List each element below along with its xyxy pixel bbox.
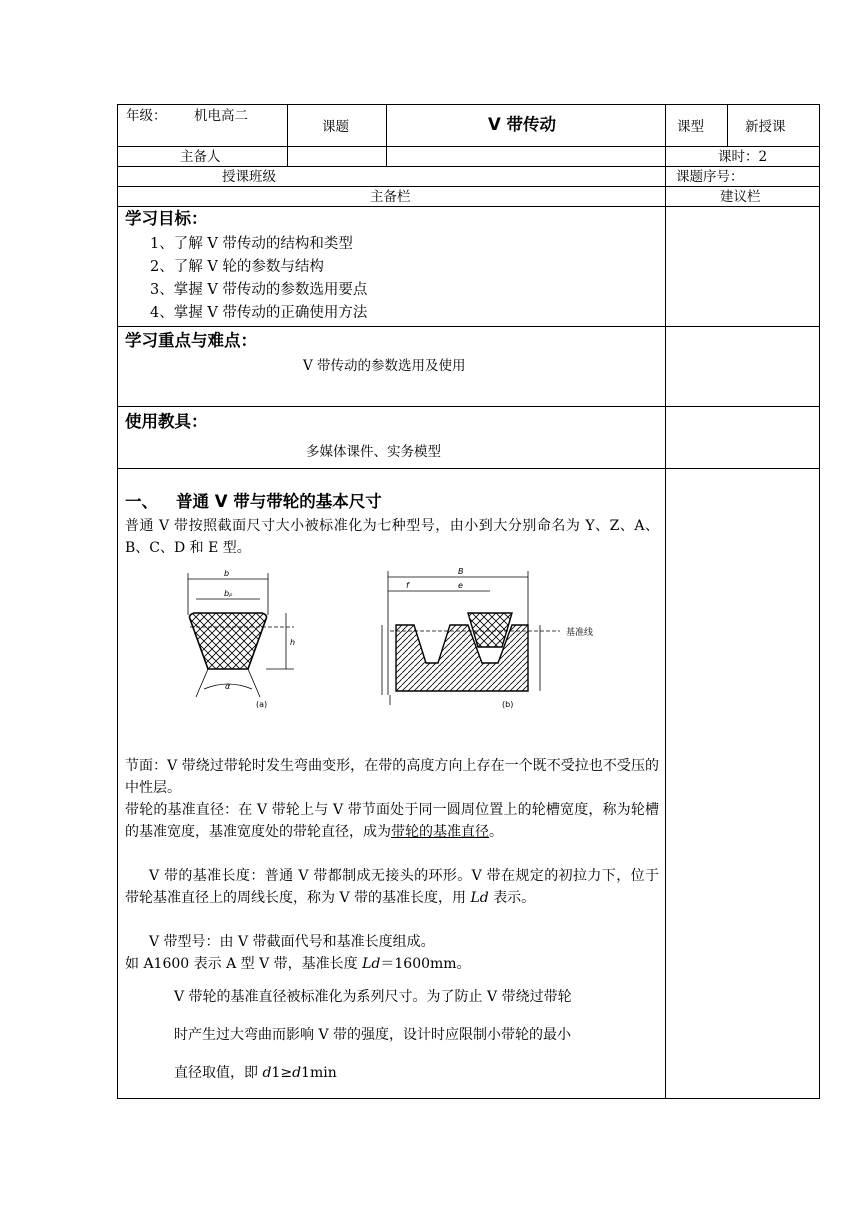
dim-bp-label: bₚ	[224, 589, 233, 598]
row-divider	[118, 468, 819, 469]
figure-label-a: (a)	[256, 700, 268, 709]
intro-paragraph: 普通 V 带按照截面尺寸大小被标准化为七种型号，由小到大分别命名为 Y、Z、A、B、C、D 和 E 型。	[125, 518, 659, 556]
dim-e-label: e	[458, 581, 463, 590]
baseline-label: 基准线	[566, 628, 594, 638]
col-divider	[287, 105, 288, 146]
objectives-title: 学习目标：	[125, 209, 208, 228]
row-divider	[118, 166, 819, 167]
min-diameter-line: 时产生过大弯曲而影响 V 带的强度，设计时应限制小带轮的最小	[174, 1027, 572, 1043]
objective-item: 3、掌握 V 带传动的参数选用要点	[150, 282, 368, 298]
example-text: 如 A1600 表示 A 型 V 带，基准长度	[125, 956, 358, 972]
datum-length-definition	[125, 865, 659, 909]
belt-section-a	[188, 569, 295, 709]
tools-text: 多媒体课件、实务模型	[306, 444, 441, 460]
key-points-text: V 带传动的参数选用及使用	[303, 358, 466, 374]
datum-diameter-end: 。	[489, 824, 503, 840]
row-divider	[118, 206, 819, 207]
dim-f-label: f	[406, 581, 409, 590]
row-divider	[118, 406, 819, 407]
grade-label: 年级：	[126, 108, 167, 124]
formula-mid: 1≥	[271, 1065, 293, 1081]
datum-length-text: V 带的基准长度：普通 V 带都制成无接头的环形。V 带在规定的初拉力下，位于带轮基准直径上的周线长度，称为 V 带的基准长度，用	[125, 868, 659, 906]
section-heading: 普通 V 带与带轮的基本尺寸	[176, 492, 382, 511]
formula-symbol: d	[292, 1065, 302, 1081]
formula-symbol: d	[262, 1065, 272, 1081]
figure-label-b: (b)	[502, 700, 514, 709]
col-divider	[386, 146, 387, 166]
dim-b-label: b	[224, 569, 230, 578]
col-divider	[665, 146, 666, 206]
example-symbol: Ld	[362, 956, 381, 972]
objective-item: 1、了解 V 带传动的结构和类型	[150, 236, 353, 252]
type-value: 新授课	[745, 119, 786, 135]
pitch-plane-definition: 节面：V 带绕过带轮时发生弯曲变形，在带的高度方向上存在一个既不受拉也不受压的中性层。	[125, 758, 659, 796]
sequence-label: 课题序号：	[676, 169, 744, 185]
datum-diameter-text: 带轮的基准直径：在 V 带轮上与 V 带节面处于同一圆周位置上的轮槽宽度，称为轮槽的基准宽度，基准宽度处的带轮直径，成为	[125, 802, 659, 840]
topic-label: 课题	[322, 119, 349, 135]
hours-label: 课时：2	[718, 149, 768, 165]
row-divider	[118, 186, 819, 187]
datum-diameter-definition	[125, 799, 659, 843]
col-divider	[287, 146, 288, 166]
col-divider	[386, 105, 387, 146]
main-column-label: 主备栏	[370, 189, 411, 205]
datum-diameter-term: 带轮的基准直径	[391, 824, 489, 840]
min-diameter-line: V 带轮的基准直径被标准化为系列尺寸。为了防止 V 带绕过带轮	[174, 989, 572, 1005]
belt-model-definition: V 带型号：由 V 带截面代号和基准长度组成。	[149, 934, 435, 950]
grade-value: 机电高二	[194, 108, 248, 124]
formula-text: 直径取值，即	[174, 1065, 258, 1081]
belt-model-example	[125, 953, 659, 975]
section-number: 一、	[125, 492, 158, 511]
min-diameter-formula	[174, 1065, 337, 1081]
col-divider	[665, 206, 666, 1098]
pulley-groove-b	[382, 567, 593, 709]
lesson-plan-table	[117, 104, 820, 1099]
suggest-column-label: 建议栏	[720, 189, 761, 205]
dim-alpha-label: α	[225, 682, 231, 691]
topic-value: V 带传动	[488, 115, 557, 134]
col-divider	[665, 105, 666, 146]
class-label: 授课班级	[222, 169, 276, 185]
type-label: 课型	[677, 119, 704, 135]
v-belt-cross-section-figure	[168, 565, 618, 715]
tools-title: 使用教具：	[125, 412, 208, 431]
col-divider	[727, 105, 728, 146]
key-points-title: 学习重点与难点：	[125, 331, 257, 350]
formula-end: 1min	[301, 1065, 337, 1081]
length-symbol: Ld	[470, 890, 489, 906]
objective-item: 4、掌握 V 带传动的正确使用方法	[150, 305, 368, 321]
dim-h-label: h	[290, 638, 296, 647]
row-divider	[118, 326, 819, 327]
row-divider	[118, 146, 819, 147]
datum-length-end: 表示。	[493, 890, 536, 906]
objective-item: 2、了解 V 轮的参数与结构	[150, 259, 324, 275]
example-end: ＝1600mm。	[380, 956, 471, 972]
preparer-label: 主备人	[180, 149, 221, 165]
dim-B-label: B	[458, 567, 464, 576]
